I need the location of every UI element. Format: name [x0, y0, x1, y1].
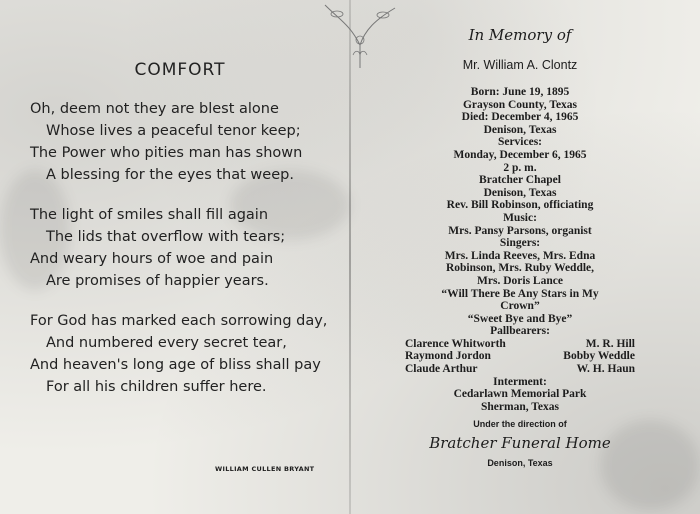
direction-label: Under the direction of [473, 419, 567, 430]
pallbearer: Raymond Jordon [405, 350, 491, 363]
poem-line: The Power who pities man has shown [30, 145, 303, 161]
interment-line: Cedarlawn Memorial Park [453, 388, 587, 401]
pallbearer: Claude Arthur [405, 363, 478, 376]
poem-line: A blessing for the eyes that weep. [46, 167, 294, 183]
poem-line: For all his children suffer here. [46, 379, 267, 395]
poem-line: And heaven's long age of bliss shall pay [30, 357, 321, 373]
memorial-line: Services: [497, 136, 543, 149]
funeral-home-city: Denison, Texas [487, 458, 553, 469]
memorial-line: Mrs. Linda Reeves, Mrs. Edna [444, 249, 596, 262]
poem-line: Are promises of happier years. [46, 273, 269, 289]
poem-stanza [30, 204, 330, 292]
memorial-line: Grayson County, Texas [462, 98, 578, 111]
pallbearer: W. H. Haun [576, 363, 635, 376]
memorial-details [405, 26, 635, 468]
poem-line: Oh, deem not they are blest alone [30, 101, 279, 117]
center-fold [349, 0, 351, 514]
memorial-line: Music: [503, 211, 537, 224]
poem-author: WILLIAM CULLEN BRYANT [215, 465, 315, 473]
poem-line: And numbered every secret tear, [46, 335, 287, 351]
memorial-line: Mrs. Pansy Parsons, organist [448, 224, 592, 237]
poem-line: For God has marked each sorrowing day, [30, 313, 328, 329]
memorial-line: Mrs. Doris Lance [477, 274, 563, 287]
pallbearer: Bobby Weddle [563, 350, 635, 363]
pallbearer: Clarence Whitworth [405, 337, 506, 350]
poem-line: Whose lives a peaceful tenor keep; [46, 123, 301, 139]
poem-title: COMFORT [134, 60, 226, 80]
poem-line: The light of smiles shall fill again [30, 207, 269, 223]
memorial-line: “Will There Be Any Stars in My [441, 287, 599, 300]
memorial-line: Robinson, Mrs. Ruby Weddle, [445, 262, 595, 275]
memorial-line: Bratcher Chapel [479, 174, 561, 187]
pallbearers-list [405, 338, 635, 376]
memorial-line: Rev. Bill Robinson, officiating [446, 199, 594, 212]
interment-line: Interment: [493, 375, 547, 388]
memorial-line: Pallbearers: [490, 325, 550, 338]
memorial-heading: In Memory of [468, 26, 572, 44]
deceased-name: Mr. William A. Clontz [462, 58, 578, 72]
poem-stanza [30, 310, 330, 398]
memorial-line: Crown” [500, 300, 540, 313]
funeral-home-name: Bratcher Funeral Home [429, 434, 611, 453]
memorial-line: Monday, December 6, 1965 [453, 148, 587, 161]
memorial-line: Singers: [499, 237, 541, 250]
memorial-line: Died: December 4, 1965 [461, 111, 579, 124]
poem [30, 60, 330, 416]
poem-line: The lids that overflow with tears; [46, 229, 286, 245]
memorial-line: Denison, Texas [483, 186, 557, 199]
memorial-line: Denison, Texas [483, 123, 557, 136]
poem-stanza [30, 98, 330, 186]
memorial-line: Born: June 19, 1895 [470, 86, 570, 98]
memorial-line: “Sweet Bye and Bye” [467, 312, 573, 325]
interment-line: Sherman, Texas [481, 400, 559, 413]
poem-line: And weary hours of woe and pain [30, 251, 274, 267]
pallbearer: M. R. Hill [585, 337, 635, 350]
memorial-line: 2 p. m. [503, 161, 537, 174]
